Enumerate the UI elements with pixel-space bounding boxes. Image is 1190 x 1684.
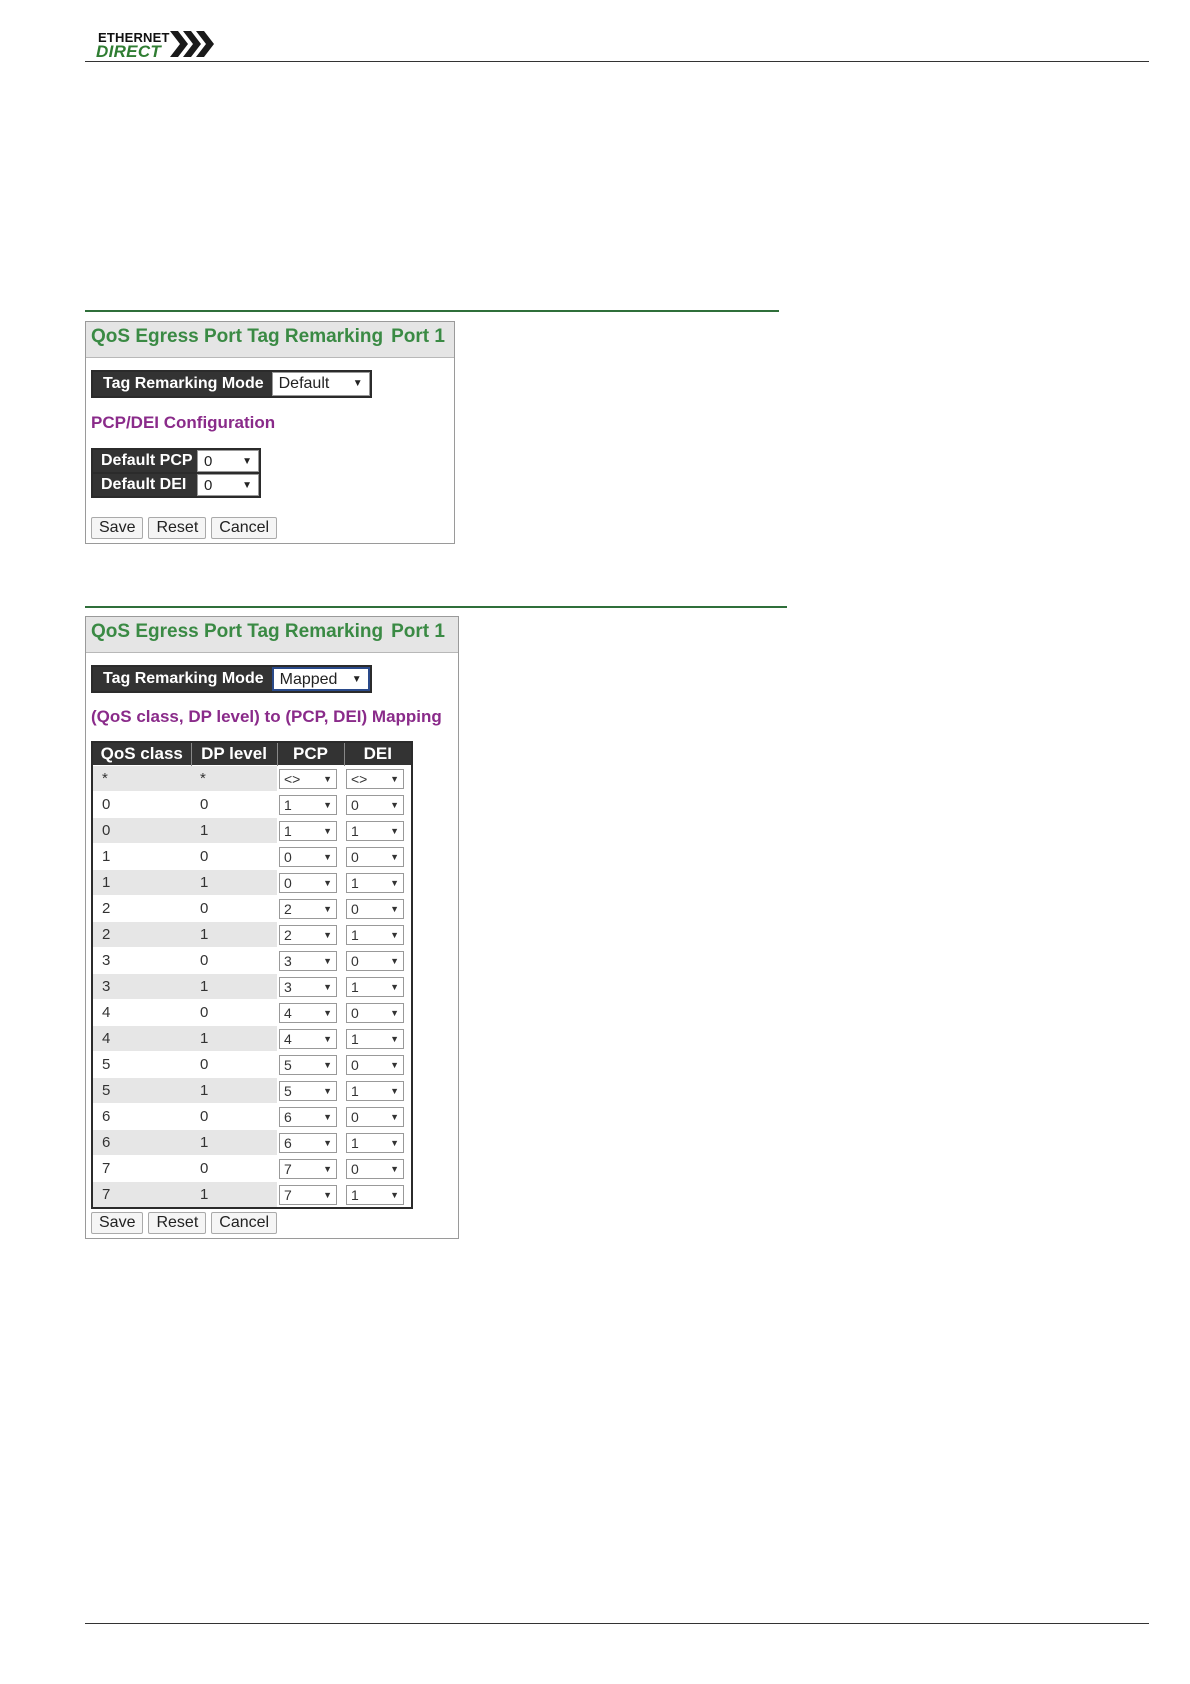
chevron-down-icon: ▼: [390, 981, 399, 992]
table-row: [92, 896, 412, 922]
chevron-down-icon: ▼: [323, 1085, 332, 1096]
column-header-dp-level: DP level: [191, 742, 277, 766]
qos-class-cell: 5: [92, 1078, 191, 1104]
dei-select[interactable]: [346, 1055, 404, 1075]
pcp-cell: [277, 922, 344, 948]
cancel-button[interactable]: Cancel: [211, 1212, 277, 1234]
qos-class-cell: *: [92, 766, 191, 792]
logo-line1: ETHERNET: [98, 30, 170, 45]
logo-line2: DIRECT: [96, 42, 162, 61]
select-value: 1: [351, 1186, 359, 1203]
chevron-down-icon: ▼: [323, 1189, 332, 1200]
chevron-down-icon: ▼: [351, 674, 362, 685]
chevron-down-icon: ▼: [323, 773, 332, 784]
chevron-down-icon: ▼: [390, 1033, 399, 1044]
pcp-select[interactable]: [279, 1029, 337, 1049]
table-row: [92, 844, 412, 870]
chevron-down-icon: ▼: [323, 1111, 332, 1122]
chevron-down-icon: ▼: [242, 480, 252, 491]
qos-class-cell: 3: [92, 948, 191, 974]
dei-cell: [344, 1052, 412, 1078]
pcp-cell: [277, 1130, 344, 1156]
dei-select[interactable]: [346, 925, 404, 945]
ethernet-direct-logo: [96, 29, 231, 59]
pcp-select[interactable]: [279, 899, 337, 919]
dei-cell: [344, 896, 412, 922]
pcp-select[interactable]: [279, 821, 337, 841]
dei-select[interactable]: [346, 1159, 404, 1179]
pcp-cell: [277, 1000, 344, 1026]
dei-select[interactable]: [346, 847, 404, 867]
dei-cell: [344, 818, 412, 844]
table-row: [92, 1182, 412, 1209]
tag-remarking-mode-label: Tag Remarking Mode: [93, 667, 272, 691]
dei-cell: [344, 1000, 412, 1026]
qos-class-cell: 3: [92, 974, 191, 1000]
pcp-select[interactable]: [279, 977, 337, 997]
panel1-buttons: [91, 517, 277, 539]
dp-level-cell: 0: [191, 1104, 277, 1130]
dp-level-cell: 0: [191, 792, 277, 818]
select-value: Default: [278, 375, 330, 392]
pcp-select[interactable]: [279, 1133, 337, 1153]
reset-button[interactable]: Reset: [148, 1212, 206, 1234]
select-value: 2: [284, 900, 292, 917]
chevron-down-icon: ▼: [390, 825, 399, 836]
chevron-down-icon: ▼: [323, 877, 332, 888]
select-value: 1: [284, 822, 292, 839]
tag-remarking-mode-label: Tag Remarking Mode: [93, 372, 272, 396]
dei-select[interactable]: [346, 873, 404, 893]
chevron-down-icon: ▼: [390, 1163, 399, 1174]
chevron-down-icon: ▼: [352, 378, 363, 389]
dei-select[interactable]: [346, 1185, 404, 1205]
pcp-cell: [277, 1052, 344, 1078]
dei-cell: [344, 766, 412, 792]
select-value: 0: [284, 874, 292, 891]
pcp-cell: [277, 844, 344, 870]
pcp-cell: [277, 766, 344, 792]
dp-level-cell: 0: [191, 1156, 277, 1182]
dp-level-cell: 1: [191, 974, 277, 1000]
pcp-cell: [277, 948, 344, 974]
chevron-down-icon: ▼: [390, 1059, 399, 1070]
chevron-down-icon: ▼: [390, 773, 399, 784]
table-row: [92, 948, 412, 974]
table-header-row: [92, 742, 412, 766]
chevron-down-icon: ▼: [323, 1059, 332, 1070]
select-value: 2: [284, 926, 292, 943]
table-row: [92, 818, 412, 844]
dei-cell: [344, 948, 412, 974]
dei-select[interactable]: [346, 1133, 404, 1153]
chevrons-icon: [170, 31, 222, 57]
tag-remarking-panel-mapped: [85, 616, 459, 1239]
pcp-select[interactable]: [279, 873, 337, 893]
panel2-buttons: [91, 1212, 277, 1234]
panel-title: [86, 617, 458, 653]
dei-select[interactable]: [346, 977, 404, 997]
select-value: 0: [351, 1004, 359, 1021]
select-value: 4: [284, 1030, 292, 1047]
table-row: [92, 870, 412, 896]
chevron-down-icon: ▼: [323, 955, 332, 966]
select-value: 3: [284, 978, 292, 995]
dei-select[interactable]: [346, 821, 404, 841]
pcp-cell: [277, 870, 344, 896]
tag-remarking-mode-select[interactable]: [272, 667, 370, 691]
dei-cell: [344, 792, 412, 818]
qos-class-cell: 1: [92, 844, 191, 870]
chevron-down-icon: ▼: [390, 929, 399, 940]
panel-port-text: Port 1: [391, 621, 445, 642]
pcp-cell: [277, 1026, 344, 1052]
select-value: 0: [351, 1056, 359, 1073]
dei-select[interactable]: [346, 1029, 404, 1049]
select-value: 0: [351, 900, 359, 917]
pcp-select[interactable]: [279, 1185, 337, 1205]
panel-title: [86, 322, 454, 358]
chevron-down-icon: ▼: [390, 877, 399, 888]
pcp-cell: [277, 1156, 344, 1182]
pcp-select[interactable]: [279, 1003, 337, 1023]
tag-remarking-panel-default: [85, 321, 455, 544]
column-header-dei: DEI: [344, 742, 412, 766]
select-value: 1: [351, 978, 359, 995]
table-row: [92, 766, 412, 792]
chevron-down-icon: ▼: [323, 981, 332, 992]
pcp-select[interactable]: [279, 847, 337, 867]
chevron-down-icon: ▼: [390, 1085, 399, 1096]
pcp-cell: [277, 1078, 344, 1104]
pcp-select[interactable]: [279, 951, 337, 971]
dei-cell: [344, 1130, 412, 1156]
dei-cell: [344, 1078, 412, 1104]
dei-cell: [344, 1026, 412, 1052]
chevron-down-icon: ▼: [390, 955, 399, 966]
qos-class-cell: 0: [92, 818, 191, 844]
qos-class-cell: 6: [92, 1130, 191, 1156]
chevron-down-icon: ▼: [390, 903, 399, 914]
qos-class-cell: 5: [92, 1052, 191, 1078]
table-row: [92, 1052, 412, 1078]
tag-remarking-mode-select[interactable]: [272, 372, 370, 396]
chevron-down-icon: ▼: [323, 1007, 332, 1018]
select-value: 4: [284, 1004, 292, 1021]
select-value: 1: [284, 796, 292, 813]
select-value: 7: [284, 1160, 292, 1177]
chevron-down-icon: ▼: [323, 903, 332, 914]
dp-level-cell: 0: [191, 1052, 277, 1078]
select-value: 1: [351, 1134, 359, 1151]
dp-level-cell: 0: [191, 844, 277, 870]
panel-port-text: Port 1: [391, 326, 445, 347]
qos-class-cell: 4: [92, 1000, 191, 1026]
chevron-down-icon: ▼: [390, 1137, 399, 1148]
qos-class-cell: 4: [92, 1026, 191, 1052]
chevron-down-icon: ▼: [390, 1007, 399, 1018]
dei-select[interactable]: [346, 769, 404, 789]
dp-level-cell: 1: [191, 870, 277, 896]
pcp-select[interactable]: [279, 1081, 337, 1101]
select-value: 3: [284, 952, 292, 969]
qos-class-cell: 1: [92, 870, 191, 896]
chevron-down-icon: ▼: [390, 1189, 399, 1200]
qos-class-cell: 7: [92, 1156, 191, 1182]
section-rule-1: [85, 310, 779, 312]
column-header-qos-class: QoS class: [92, 742, 191, 766]
chevron-down-icon: ▼: [242, 456, 252, 467]
select-value: 5: [284, 1056, 292, 1073]
pcp-cell: [277, 1182, 344, 1209]
chevron-down-icon: ▼: [390, 1111, 399, 1122]
dp-level-cell: 1: [191, 1026, 277, 1052]
default-pcp-label: Default PCP: [93, 450, 197, 472]
select-value: 7: [284, 1186, 292, 1203]
dei-cell: [344, 1104, 412, 1130]
save-button[interactable]: Save: [91, 1212, 143, 1234]
reset-button[interactable]: Reset: [148, 517, 206, 539]
pcp-select[interactable]: [279, 1159, 337, 1179]
default-pcp-select[interactable]: [197, 450, 259, 472]
qos-pcp-dei-mapping-table: [91, 741, 413, 1209]
pcp-select[interactable]: [279, 925, 337, 945]
dp-level-cell: 0: [191, 1000, 277, 1026]
table-row: [92, 1026, 412, 1052]
dp-level-cell: 1: [191, 1078, 277, 1104]
table-row: [92, 1130, 412, 1156]
section-rule-2: [85, 606, 787, 608]
save-button[interactable]: Save: [91, 517, 143, 539]
select-value: 0: [204, 453, 213, 470]
pcp-cell: [277, 792, 344, 818]
select-value: <>: [284, 770, 301, 787]
table-row: [92, 1000, 412, 1026]
select-value: 6: [284, 1108, 292, 1125]
select-value: 0: [351, 1108, 359, 1125]
pcp-select[interactable]: [279, 795, 337, 815]
dei-select[interactable]: [346, 1107, 404, 1127]
cancel-button[interactable]: Cancel: [211, 517, 277, 539]
dei-select[interactable]: [346, 795, 404, 815]
default-dei-select[interactable]: [197, 474, 259, 496]
select-value: 1: [351, 1030, 359, 1047]
select-value: <>: [351, 770, 368, 787]
chevron-down-icon: ▼: [323, 799, 332, 810]
select-value: 1: [351, 926, 359, 943]
select-value: 0: [351, 796, 359, 813]
qos-class-cell: 2: [92, 896, 191, 922]
pcp-select[interactable]: [279, 1055, 337, 1075]
dei-cell: [344, 1182, 412, 1209]
dp-level-cell: 1: [191, 818, 277, 844]
table-row: [92, 974, 412, 1000]
select-value: 1: [351, 874, 359, 891]
tag-remarking-mode-row: [91, 665, 372, 693]
select-value: 0: [204, 477, 213, 494]
dei-select[interactable]: [346, 899, 404, 919]
select-value: Mapped: [279, 671, 338, 688]
pcp-cell: [277, 974, 344, 1000]
dei-cell: [344, 844, 412, 870]
qos-class-cell: 2: [92, 922, 191, 948]
dp-level-cell: 0: [191, 948, 277, 974]
select-value: 5: [284, 1082, 292, 1099]
dp-level-cell: 1: [191, 1130, 277, 1156]
default-pcp-dei-table: [91, 448, 261, 498]
chevron-down-icon: ▼: [323, 1163, 332, 1174]
header-rule: [85, 61, 1149, 62]
mapping-heading: (QoS class, DP level) to (PCP, DEI) Mapping: [91, 707, 442, 726]
chevron-down-icon: ▼: [390, 851, 399, 862]
dp-level-cell: 1: [191, 922, 277, 948]
dei-select[interactable]: [346, 1003, 404, 1023]
select-value: 0: [351, 952, 359, 969]
pcp-cell: [277, 896, 344, 922]
table-row: [92, 1156, 412, 1182]
chevron-down-icon: ▼: [323, 1033, 332, 1044]
panel-title-text: QoS Egress Port Tag Remarking: [91, 621, 384, 642]
pcp-cell: [277, 1104, 344, 1130]
dp-level-cell: *: [191, 766, 277, 792]
qos-class-cell: 7: [92, 1182, 191, 1209]
select-value: 6: [284, 1134, 292, 1151]
table-row: [92, 792, 412, 818]
table-row: [92, 1078, 412, 1104]
qos-class-cell: 0: [92, 792, 191, 818]
pcp-dei-config-heading: PCP/DEI Configuration: [91, 413, 276, 432]
pcp-select[interactable]: [279, 769, 337, 789]
default-dei-label: Default DEI: [93, 474, 197, 496]
dei-cell: [344, 922, 412, 948]
qos-class-cell: 6: [92, 1104, 191, 1130]
chevron-down-icon: ▼: [323, 929, 332, 940]
dei-cell: [344, 1156, 412, 1182]
dp-level-cell: 0: [191, 896, 277, 922]
tag-remarking-mode-row: [91, 370, 372, 398]
table-row: [92, 1104, 412, 1130]
dei-cell: [344, 870, 412, 896]
dei-select[interactable]: [346, 1081, 404, 1101]
table-row: [92, 922, 412, 948]
select-value: 1: [351, 822, 359, 839]
chevron-down-icon: ▼: [323, 1137, 332, 1148]
chevron-down-icon: ▼: [323, 851, 332, 862]
select-value: 1: [351, 1082, 359, 1099]
select-value: 0: [351, 1160, 359, 1177]
dei-cell: [344, 974, 412, 1000]
chevron-down-icon: ▼: [390, 799, 399, 810]
footer-rule: [85, 1623, 1149, 1624]
dp-level-cell: 1: [191, 1182, 277, 1209]
column-header-pcp: PCP: [277, 742, 344, 766]
select-value: 0: [284, 848, 292, 865]
chevron-down-icon: ▼: [323, 825, 332, 836]
dei-select[interactable]: [346, 951, 404, 971]
select-value: 0: [351, 848, 359, 865]
pcp-cell: [277, 818, 344, 844]
panel-title-text: QoS Egress Port Tag Remarking: [91, 326, 384, 347]
pcp-select[interactable]: [279, 1107, 337, 1127]
